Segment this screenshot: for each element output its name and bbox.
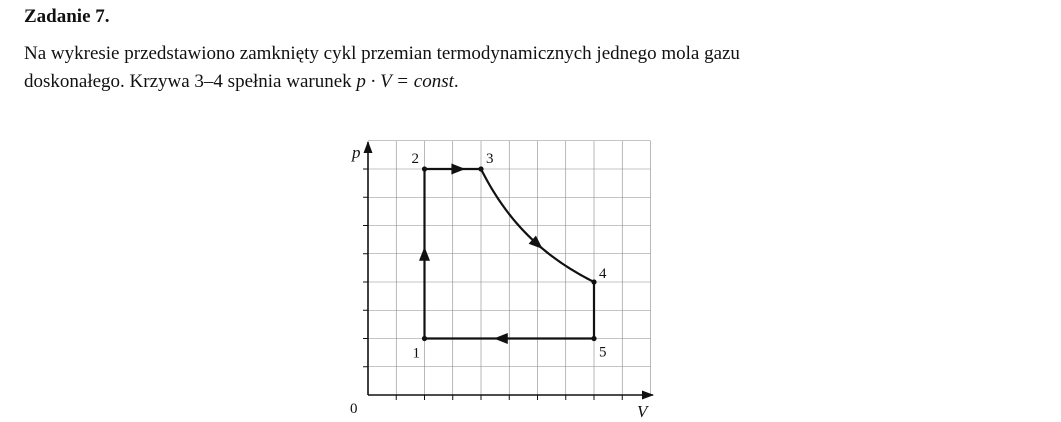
task-title: Zadanie 7.	[24, 6, 110, 27]
point-3-label: 3	[486, 151, 494, 167]
point-1-label: 1	[412, 345, 420, 362]
v-axis-label: V	[637, 402, 648, 421]
task-text-line1: Na wykresie przedstawiono zamknięty cykl przemian termodynamicznych jednego mola gazu	[24, 43, 740, 64]
point-5-label: 5	[599, 344, 607, 361]
task-formula: p · V = const	[356, 71, 454, 92]
point-2-marker	[422, 166, 427, 171]
point-4-label: 4	[599, 266, 607, 282]
point-3-marker	[478, 166, 483, 171]
point-2-label: 2	[411, 151, 419, 167]
point-1-marker	[422, 336, 427, 341]
p-axis-label: p	[352, 143, 361, 162]
axes	[368, 142, 653, 395]
grid	[363, 141, 651, 400]
task-text-end: .	[453, 71, 459, 92]
arrow-5-1	[494, 333, 508, 344]
task-text-line2-start: doskonałego. Krzywa 3–4 spełnia warunek	[24, 71, 357, 92]
point-4-marker	[591, 279, 596, 284]
origin-label: 0	[350, 401, 358, 417]
arrow-2-3	[451, 164, 465, 175]
point-5-marker	[591, 336, 596, 341]
